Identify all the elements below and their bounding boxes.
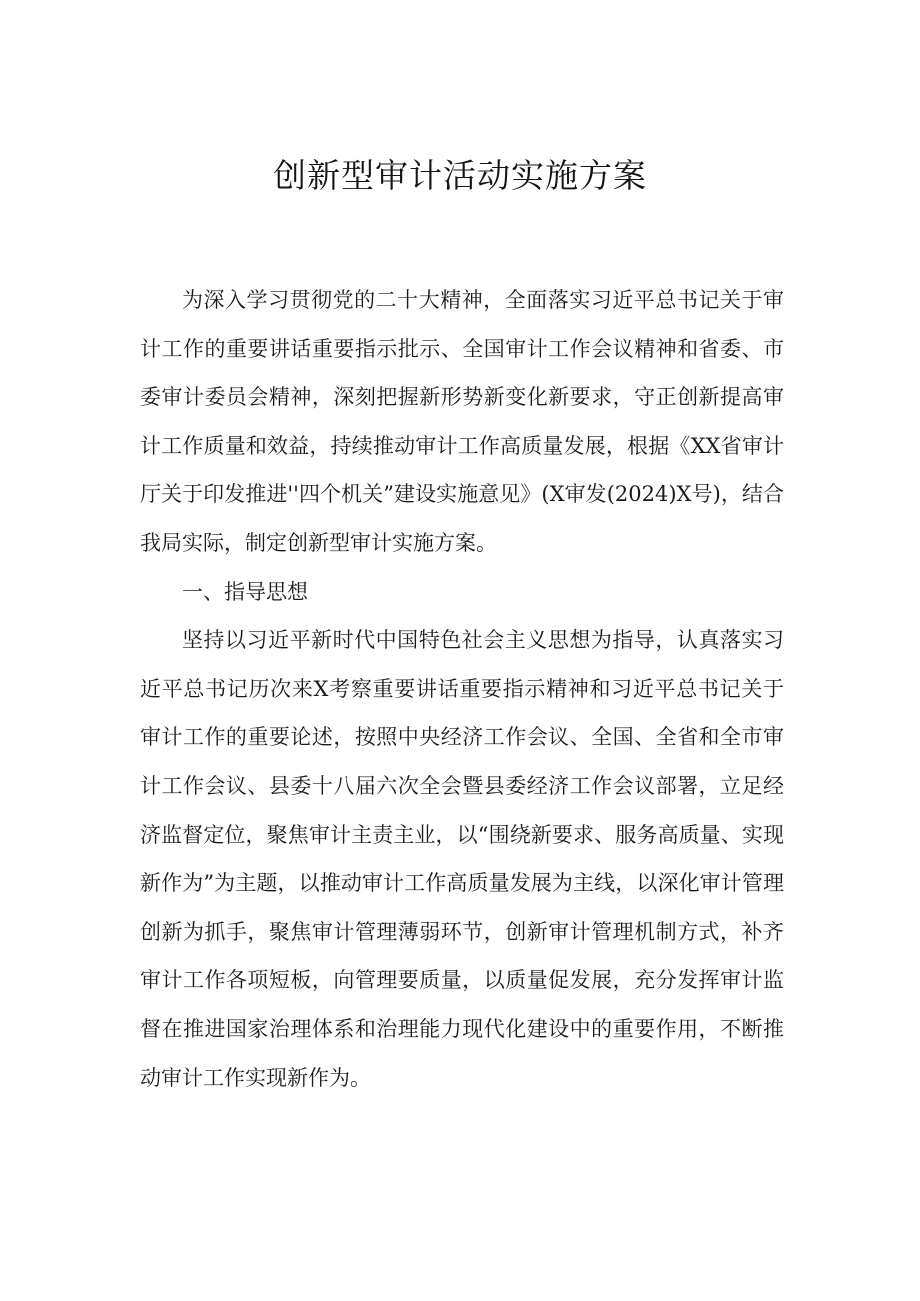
section-heading-guiding-ideology: 一、指导思想 — [182, 579, 308, 604]
document-body — [140, 276, 784, 1102]
document-title: 创新型审计活动实施方案 — [273, 156, 647, 195]
guiding-ideology-paragraph: 坚持以习近平新时代中国特色社会主义思想为指导，认真落实习近平总书记历次来X考察重要讲话重要指示精神和习近平总书记关于审计工作的重要论述，按照中央经济工作会议、全国、全省和全市审计工作会议、县委十八届六次全会暨县委经济工作会议部署，立足经济监督定位，聚焦审计主责主业，以“围绕新要求、服务高质量、实现新作为”为主题，以推动审计工作高质量发展为主线，以深化审计管理创新为抓手，聚焦审计管理薄弱环节，创新审计管理机制方式，补齐审计工作各项短板，向管理要质量，以质量促发展，充分发挥审计监督在推进国家治理体系和治理能力现代化建设中的重要作用，不断推动审计工作实现新作为。 — [140, 628, 784, 1090]
intro-paragraph: 为深入学习贯彻党的二十大精神，全面落实习近平总书记关于审计工作的重要讲话重要指示批示、全国审计工作会议精神和省委、市委审计委员会精神，深刻把握新形势新变化新要求，守正创新提高审计工作质量和效益，持续推动审计工作高质量发展，根据《XX省审计厅关于印发推进''四个机关”建设实施意见》(X审发(2024)X号)，结合我局实际，制定创新型审计实施方案。 — [140, 288, 784, 555]
